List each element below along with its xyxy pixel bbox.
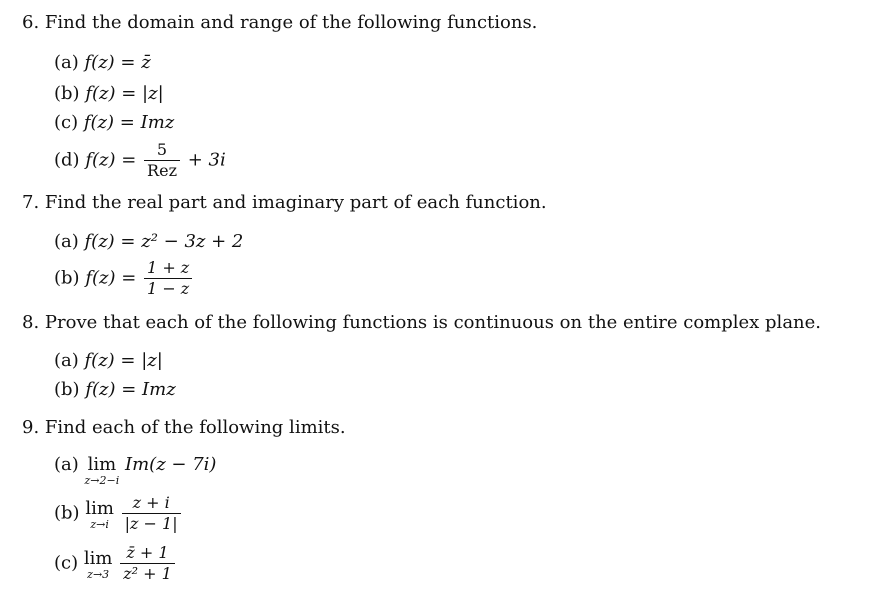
item-expression: f(z) = Imz (85, 379, 176, 400)
q6-item-d (54, 140, 226, 181)
item-label: (d) (54, 149, 80, 171)
q7-item-b (54, 258, 194, 299)
q6-item-c (54, 112, 174, 133)
fraction-denominator: |z − 1| (122, 513, 181, 534)
q8-item-a (54, 350, 163, 371)
item-label: (b) (54, 267, 80, 289)
q8-item-b (54, 379, 176, 400)
q7-item-a (54, 231, 243, 252)
question-number: 8. (22, 312, 40, 333)
item-label: (a) (54, 454, 79, 475)
item-expression-lhs: f(z) = (85, 149, 137, 171)
fraction (120, 543, 175, 584)
fraction (122, 493, 181, 534)
fraction (144, 140, 180, 181)
question-number: 7. (22, 192, 40, 213)
item-label: (c) (54, 112, 79, 133)
q6-item-a (54, 52, 151, 73)
fraction-numerator: 1 + z (147, 258, 190, 277)
item-expression: f(z) = z² − 3z + 2 (84, 231, 244, 252)
fraction (144, 258, 192, 299)
fraction-numerator: z + i (132, 493, 170, 512)
limit-subscript: z→2−i (84, 474, 120, 487)
fraction-denominator: 1 − z (144, 278, 192, 299)
fraction-numerator: z̄ + 1 (126, 543, 169, 562)
limit-word: lim (83, 547, 113, 569)
question-number: 9. (22, 417, 40, 438)
item-expression-lhs: f(z) = (85, 267, 137, 289)
q9-item-b (54, 493, 183, 534)
item-label: (b) (54, 502, 80, 524)
question-number: 6. (22, 12, 40, 33)
limit-operator (84, 548, 113, 580)
q9-item-a (54, 454, 216, 486)
question-text: Prove that each of the following functions is continuous on the entire complex plane. (44, 312, 822, 333)
limit-subscript: z→i (90, 517, 109, 531)
item-label: (c) (54, 552, 79, 574)
question-8 (22, 312, 821, 333)
limit-subscript: z→3 (87, 567, 110, 581)
fraction-numerator: 5 (156, 140, 168, 159)
question-6 (22, 12, 537, 33)
item-expression-tail: + 3i (187, 149, 226, 171)
item-label: (a) (54, 350, 79, 371)
limit-operator (85, 498, 114, 530)
fraction-denominator: z² + 1 (120, 563, 175, 584)
item-label: (b) (54, 83, 80, 104)
question-text: Find the domain and range of the following functions. (44, 12, 538, 33)
item-expression: f(z) = z̄ (84, 52, 151, 73)
item-label: (a) (54, 52, 79, 73)
item-label: (b) (54, 379, 80, 400)
item-expression: f(z) = Imz (83, 112, 175, 133)
q6-item-b (54, 83, 164, 104)
limit-word: lim (87, 454, 117, 475)
question-text: Find the real part and imaginary part of each function. (44, 192, 547, 213)
question-9 (22, 417, 346, 438)
item-label: (a) (54, 231, 79, 252)
limit-operator (85, 454, 120, 486)
item-expression: f(z) = |z| (84, 350, 163, 371)
item-expression: f(z) = |z| (85, 83, 164, 104)
question-7 (22, 192, 547, 213)
question-text: Find each of the following limits. (44, 417, 346, 438)
item-expression: Im(z − 7i) (125, 454, 217, 475)
limit-word: lim (85, 497, 114, 519)
fraction-denominator: Rez (144, 160, 180, 181)
q9-item-c (54, 543, 177, 584)
